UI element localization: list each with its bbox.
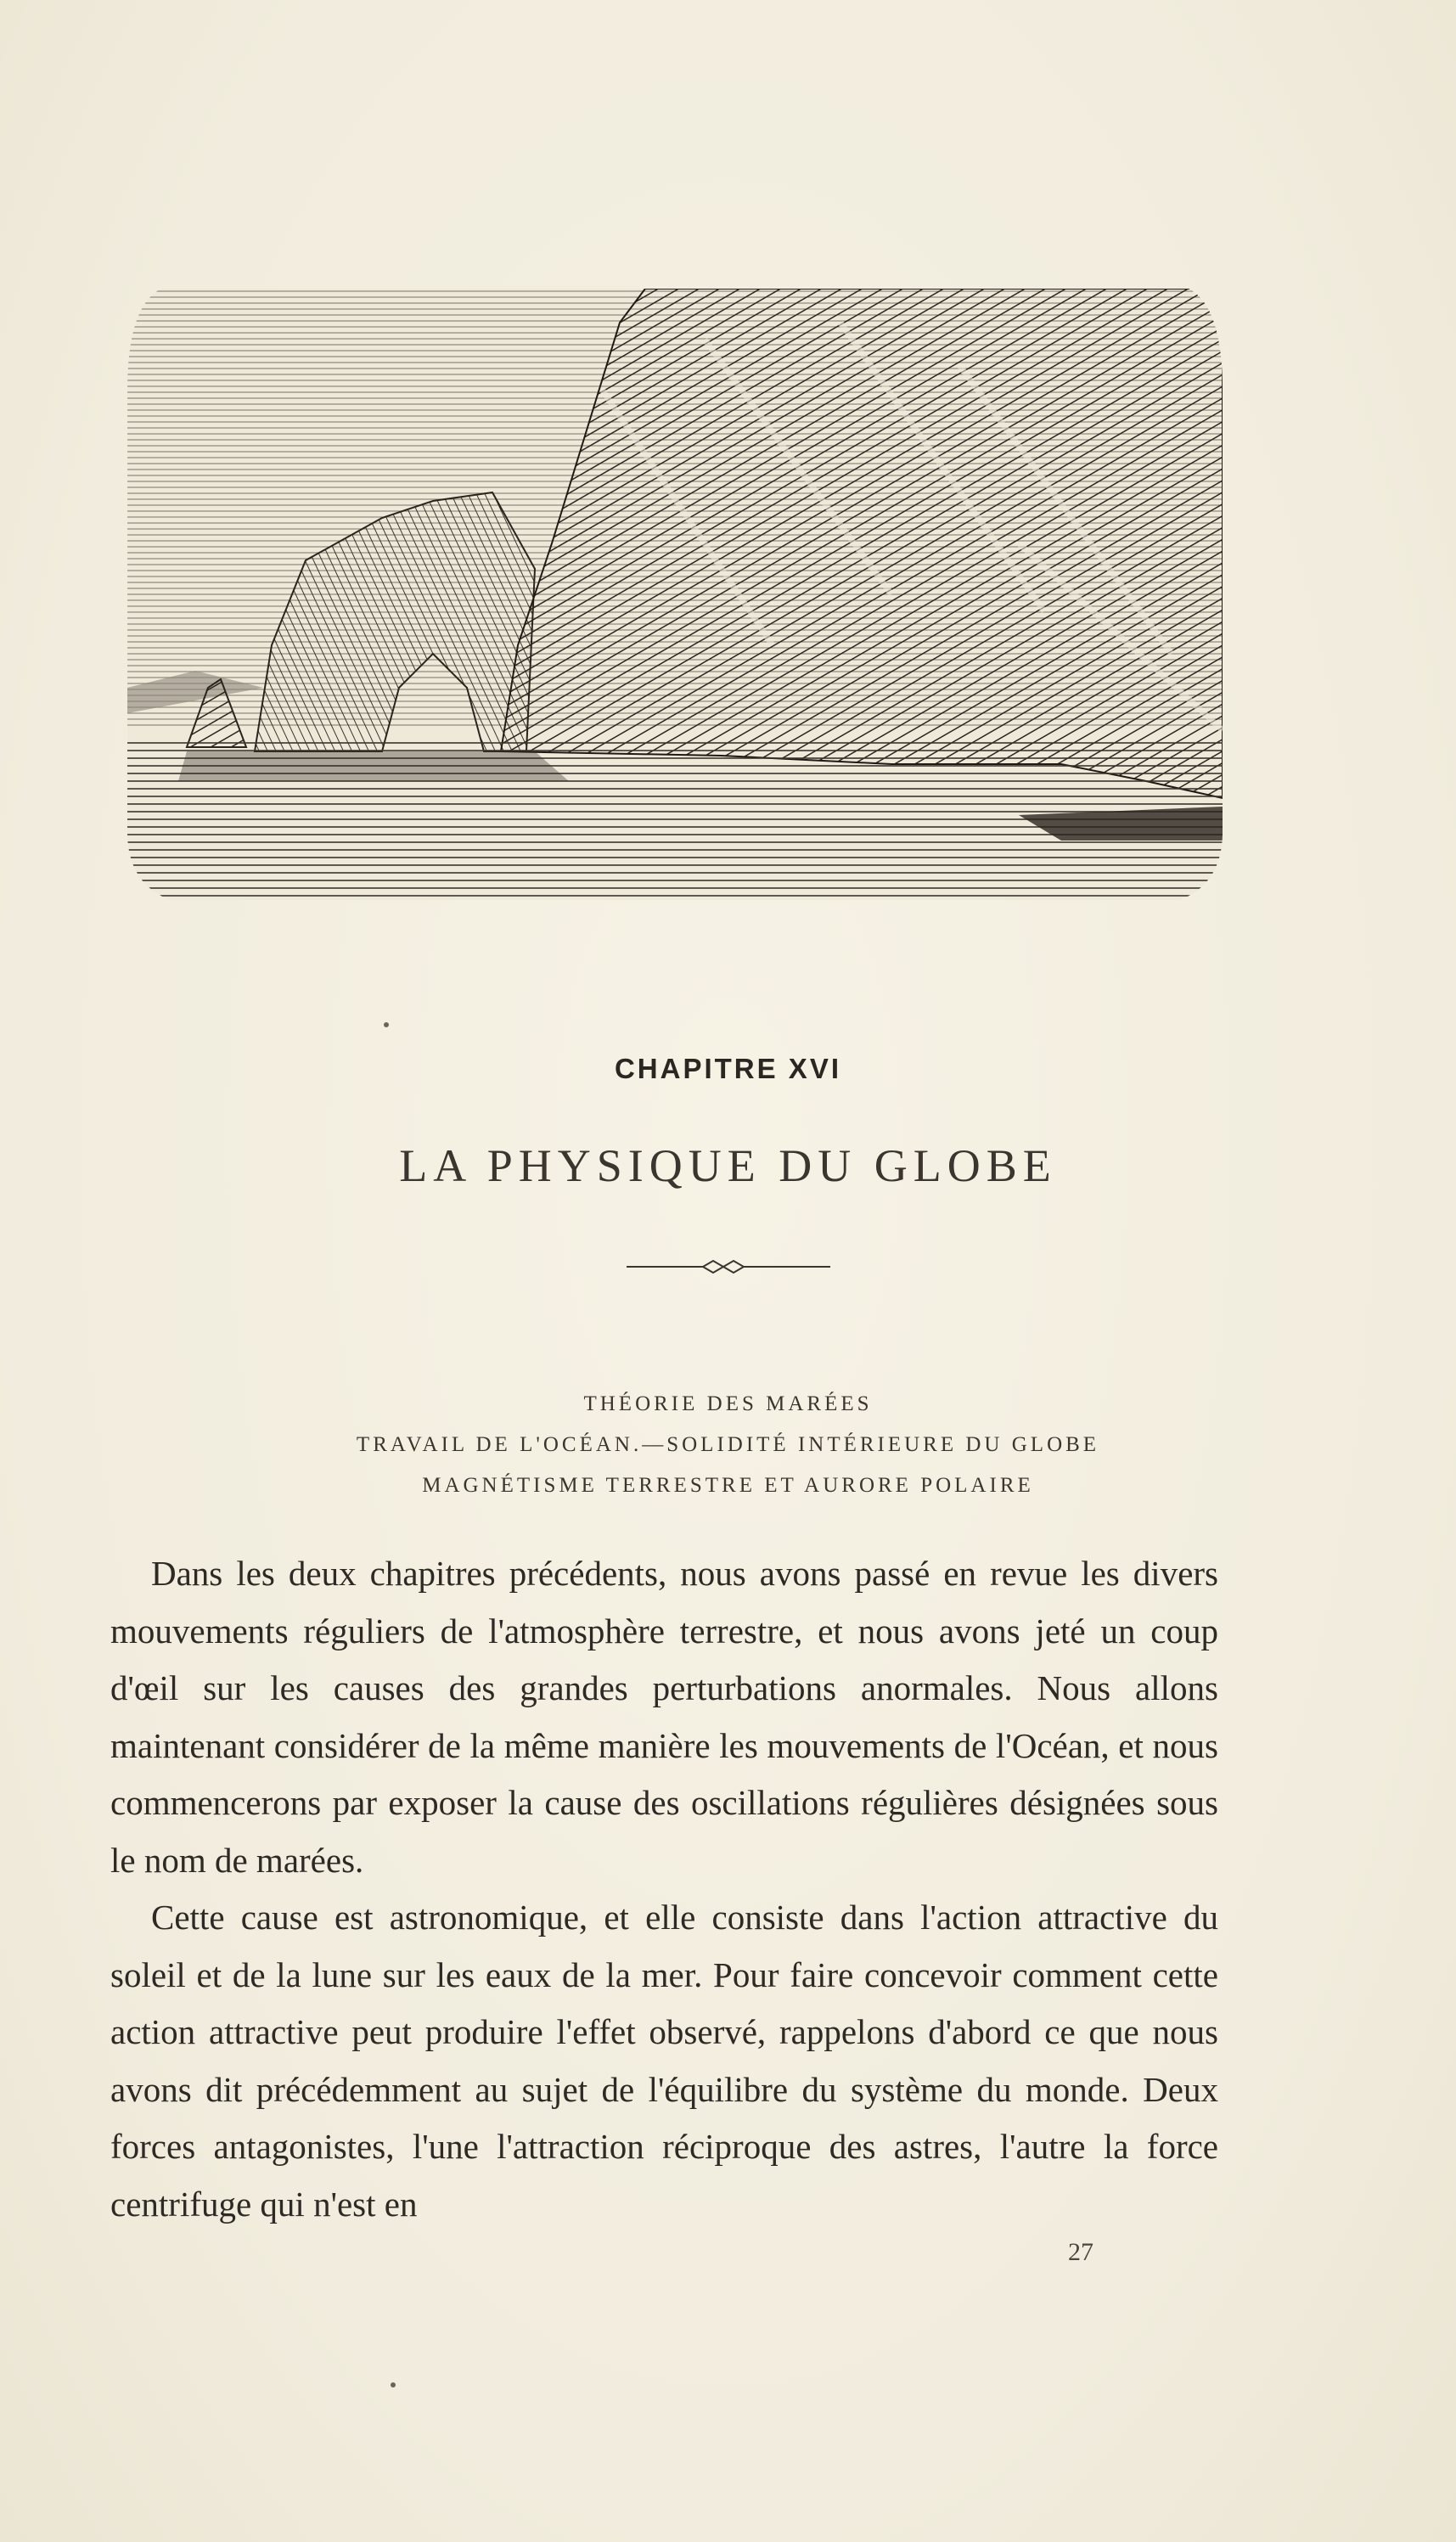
body-text bbox=[110, 1545, 1218, 2233]
page-number: 27 bbox=[1068, 2238, 1093, 2266]
engraving-coastal-cliffs-icon bbox=[127, 289, 1223, 908]
chapter-title: LA PHYSIQUE DU GLOBE bbox=[399, 1140, 1057, 1191]
chapter-number-heading: CHAPITRE XVI bbox=[614, 1053, 842, 1084]
cliff-engraving-illustration bbox=[127, 289, 1223, 908]
speck-mark bbox=[384, 1022, 389, 1027]
ornament-divider-icon bbox=[610, 1257, 847, 1277]
speck-mark bbox=[391, 2382, 396, 2387]
paragraph: Dans les deux chapitres précédents, nous avons passé en revue les divers mouvements réguliers de l'atmosphère terrestre, et nous avons jeté un coup d'œil sur les causes des grandes perturbations anormales. Nous allons maintenant considérer de la même manière les mouvements de l'Océan, et nous commencerons par exposer la cause des oscillations régulières désignées sous le nom de marées. bbox=[110, 1554, 1218, 1880]
summary-line: TRAVAIL DE L'OCÉAN.—SOLIDITÉ INTÉRIEURE DU GLOBE bbox=[356, 1433, 1100, 1456]
summary-line: MAGNÉTISME TERRESTRE ET AURORE POLAIRE bbox=[422, 1474, 1034, 1497]
paragraph: Cette cause est astronomique, et elle consiste dans l'action attractive du soleil et de la lune sur les eaux de la mer. Pour faire concevoir comment cette action attractive peut produire l'effet observé, rappelons d'abord ce que nous avons dit précédemment au sujet de l'équilibre du système du monde. Deux forces antagonistes, l'une l'attraction réciproque des astres, l'autre la force centrifuge qui n'est en bbox=[110, 1898, 1218, 2224]
chapter-summary bbox=[0, 1384, 1456, 1506]
summary-line: THÉORIE DES MARÉES bbox=[583, 1392, 873, 1415]
